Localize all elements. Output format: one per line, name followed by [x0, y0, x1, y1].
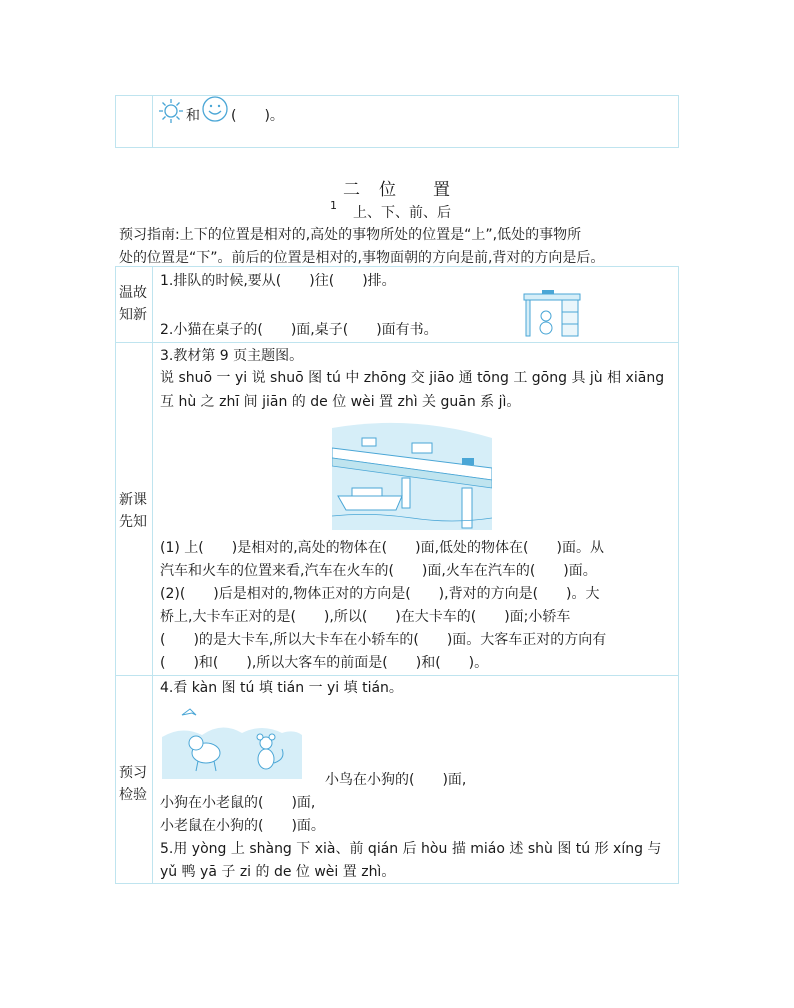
- guide-line-1: 预习指南:上下的位置是相对的,高处的事物所处的位置是“上”,低处的事物所: [119, 227, 582, 243]
- check-label: 预习检验: [119, 765, 147, 803]
- row-divider-1: [115, 342, 679, 343]
- row-divider-2: [115, 675, 679, 676]
- review-q2: 2.小猫在桌子的( )面,桌子( )面有书。: [160, 322, 438, 338]
- new-q3: 3.教材第 9 页主题图。: [160, 348, 304, 364]
- check-a1: 小鸟在小狗的( )面,: [325, 772, 467, 788]
- bridge-image: [332, 418, 492, 530]
- check-a2: 小狗在小老鼠的( )面,: [160, 795, 316, 811]
- new-q3-line1: 说 shuō 一 yi 说 shuō 图 tú 中 zhōng 交 jiāo 通 tōng 工 gōng 具 jù 相 xiāng: [160, 370, 665, 386]
- new-p2: 汽车和火车的位置来看,汽车在火车的( )面,火车在汽车的( )面。: [160, 563, 597, 579]
- review-label: 温故知新: [119, 285, 147, 323]
- lesson-number: 1: [330, 199, 337, 212]
- check-q5-line2: yǔ 鸭 yā 子 zi 的 de 位 wèi 置 zhì。: [160, 864, 396, 880]
- new-p4: 桥上,大卡车正对的是( ),所以( )在大卡车的( )面;小轿车: [160, 609, 571, 625]
- sun-icon: [158, 98, 184, 124]
- new-lesson-label: 新课先知: [119, 492, 147, 530]
- dog-mouse-bird-image: [162, 703, 302, 779]
- guide-line-2: 处的位置是“下”。前后的位置是相对的,事物面朝的方向是前,背对的方向是后。: [119, 250, 605, 266]
- review-q1: 1.排队的时候,要从( )往( )排。: [160, 273, 396, 289]
- check-a3: 小老鼠在小狗的( )面。: [160, 818, 325, 834]
- check-q4: 4.看 kàn 图 tú 填 tián 一 yi 填 tián。: [160, 680, 403, 696]
- blank-text: ( )。: [231, 108, 284, 124]
- new-p5: ( )的是大卡车,所以大卡车在小轿车的( )面。大客车正对的方向有: [160, 632, 607, 648]
- desk-cat-image: [522, 290, 582, 337]
- new-p3: (2)( )后是相对的,物体正对的方向是( ),背对的方向是( )。大: [160, 586, 600, 602]
- new-q3-line2: 互 hù 之 zhī 间 jiān 的 de 位 wèi 置 zhì 关 guān 系 jì。: [160, 394, 521, 410]
- new-p6: ( )和( ),所以大客车的前面是( )和( )。: [160, 655, 489, 671]
- unit-title: 二 位 置: [343, 180, 451, 200]
- smiley-icon: [201, 95, 229, 123]
- and-text: 和: [186, 108, 200, 124]
- top-table-divider: [152, 95, 153, 148]
- new-p1: (1) 上( )是相对的,高处的物体在( )面,低处的物体在( )面。从: [160, 540, 604, 556]
- check-q5-line1: 5.用 yòng 上 shàng 下 xià、前 qián 后 hòu 描 miáo 述 shù 图 tú 形 xíng 与: [160, 841, 662, 857]
- lesson-title: 上、下、前、后: [353, 205, 451, 221]
